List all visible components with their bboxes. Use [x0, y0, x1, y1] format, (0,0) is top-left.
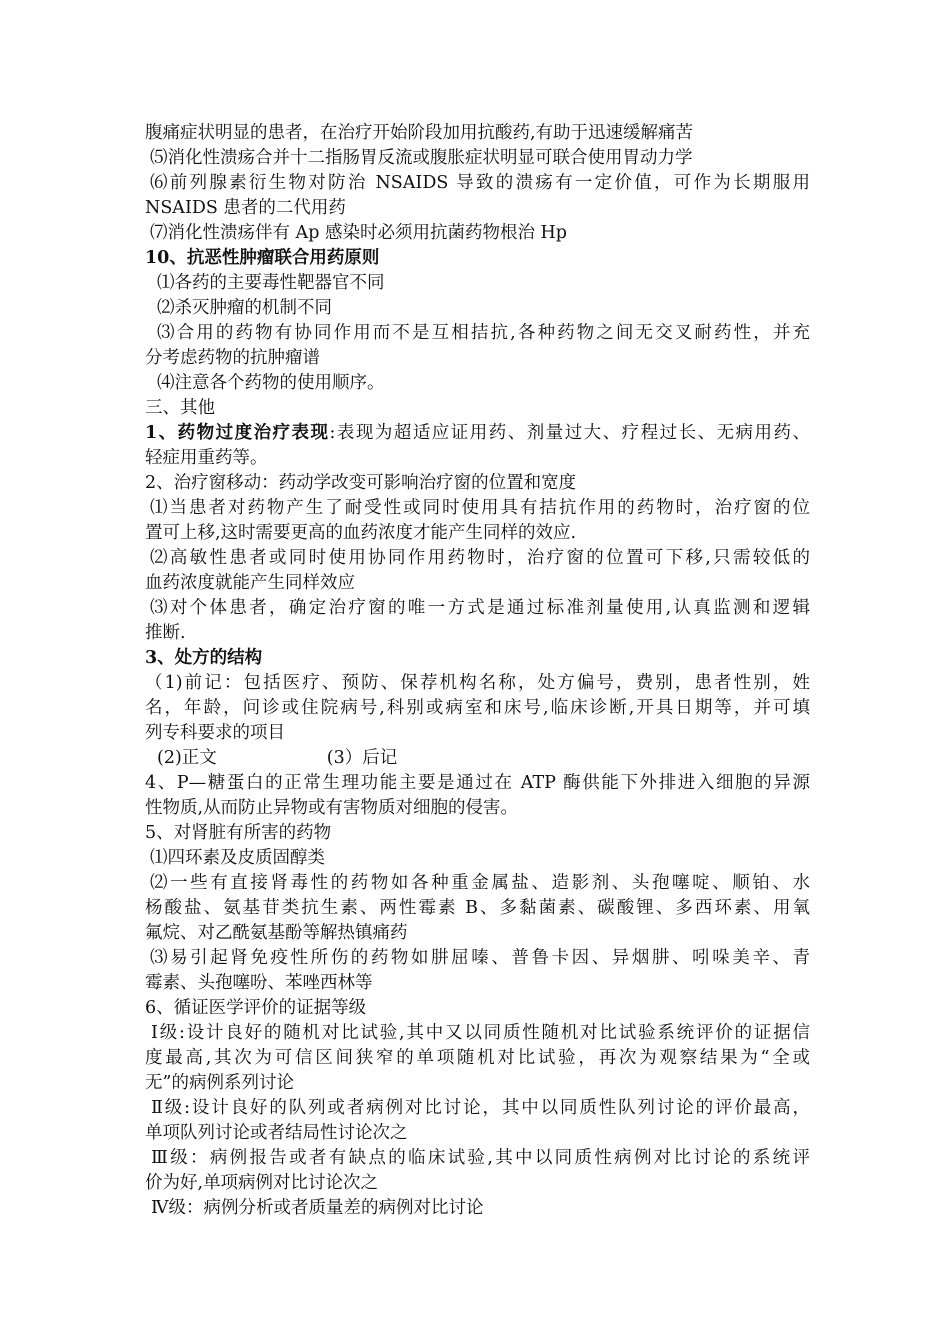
list-item: ⑶易引起肾免疫性所伤的药物如肼屈嗪、普鲁卡因、异烟肼、吲哚美辛、青: [150, 948, 810, 968]
prescription-part-postscript: (3）后记: [326, 748, 398, 768]
list-item: Ⅱ级:设计良好的队列或者病例对比讨论，其中以同质性队列讨论的评价最高，: [151, 1098, 810, 1118]
text-line: 性物质,从而防止异物或有害物质对细胞的侵害。: [145, 798, 519, 818]
text-line: 度最高,其次为可信区间狭窄的单项随机对比试验，再次为观察结果为“全或: [145, 1048, 810, 1068]
prescription-part-body: (2)正文: [157, 748, 217, 768]
text-line: 腹痛症状明显的患者，在治疗开始阶段加用抗酸药,有助于迅速缓解痛苦: [145, 123, 694, 143]
list-item: ⑵一些有直接肾毒性的药物如各种重金属盐、造影剂、头孢噻啶、顺铂、水: [150, 873, 810, 893]
text-line: 霉素、头孢噻吩、苯唑西林等: [145, 973, 373, 993]
list-item: ⑶合用的药物有协同作用而不是互相拮抗,各种药物之间无交叉耐药性，并充: [157, 323, 810, 343]
term-text: :表现为超适应证用药、剂量过大、疗程过长、无病用药、: [329, 423, 810, 443]
list-item: Ⅲ级：病例报告或者有缺点的临床试验,其中以同质性病例对比讨论的系统评: [151, 1148, 810, 1168]
list-item: ⑵杀灭肿瘤的机制不同: [157, 298, 332, 318]
section-heading: 5、对肾脏有所害的药物: [145, 823, 332, 843]
list-item: Ⅰ级:设计良好的随机对比试验,其中又以同质性随机对比试验系统评价的证据信: [151, 1023, 810, 1043]
list-item: ⑹前列腺素衍生物对防治 NSAIDS 导致的溃疡有一定价值，可作为长期服用: [150, 173, 810, 193]
text-line: 置可上移,这时需要更高的血药浓度才能产生同样的效应.: [145, 523, 577, 543]
text-line: 4、P—糖蛋白的正常生理功能主要是通过在 ATP 酶供能下外排进入细胞的异源: [145, 773, 810, 793]
text-line: NSAIDS 患者的二代用药: [145, 198, 346, 218]
text-line: 氟烷、对乙酰氨基酚等解热镇痛药: [145, 923, 408, 943]
list-item: ⑷注意各个药物的使用顺序。: [157, 373, 385, 393]
list-item: ⑴四环素及皮质固醇类: [150, 848, 325, 868]
text-line: 分考虑药物的抗肿瘤谱: [145, 348, 320, 368]
text-line: [145, 746, 810, 771]
text-line: （1)前记：包括医疗、预防、保荐机构名称，处方偏号，费别，患者性别，姓: [145, 673, 810, 693]
document-page: [145, 121, 810, 1221]
section-heading: 10、抗恶性肿瘤联合用药原则: [145, 248, 380, 268]
list-item: ⑴当患者对药物产生了耐受性或同时使用具有拮抗作用的药物时，治疗窗的位: [150, 498, 810, 518]
text-line: [145, 421, 810, 446]
list-item: ⑵高敏性患者或同时使用协同作用药物时，治疗窗的位置可下移,只需较低的: [150, 548, 810, 568]
text-line: 推断.: [145, 623, 186, 643]
list-item: ⑴各药的主要毒性靶器官不同: [157, 273, 385, 293]
section-heading: 3、处方的结构: [145, 648, 263, 668]
term-label: 1、药物过度治疗表现: [145, 423, 330, 443]
list-item: ⑺消化性溃疡伴有 Ap 感染时必须用抗菌药物根治 Hp: [150, 223, 567, 243]
list-item: Ⅳ级：病例分析或者质量差的病例对比讨论: [151, 1198, 484, 1218]
list-item: ⑸消化性溃疡合并十二指肠胃反流或腹胀症状明显可联合使用胃动力学: [150, 148, 693, 168]
section-heading: 三、其他: [145, 398, 215, 418]
list-item: ⑶对个体患者，确定治疗窗的唯一方式是通过标准剂量使用,认真监测和逻辑: [150, 598, 810, 618]
section-heading: 2、治疗窗移动：药动学改变可影响治疗窗的位置和宽度: [145, 473, 577, 493]
section-heading: 6、循证医学评价的证据等级: [145, 998, 367, 1018]
text-line: 轻症用重药等。: [145, 448, 268, 468]
text-line: 名，年龄，问诊或住院病号,科别或病室和床号,临床诊断,开具日期等，并可填: [145, 698, 810, 718]
text-line: 无”的病例系列讨论: [145, 1073, 294, 1093]
text-line: 列专科要求的项目: [145, 723, 285, 743]
text-line: 杨酸盐、氨基苷类抗生素、两性霉素 B、多黏菌素、碳酸锂、多西环素、用氧: [145, 898, 810, 918]
text-line: 单项队列讨论或者结局性讨论次之: [145, 1123, 408, 1143]
text-line: 价为好,单项病例对比讨论次之: [145, 1173, 379, 1193]
text-line: 血药浓度就能产生同样效应: [145, 573, 355, 593]
